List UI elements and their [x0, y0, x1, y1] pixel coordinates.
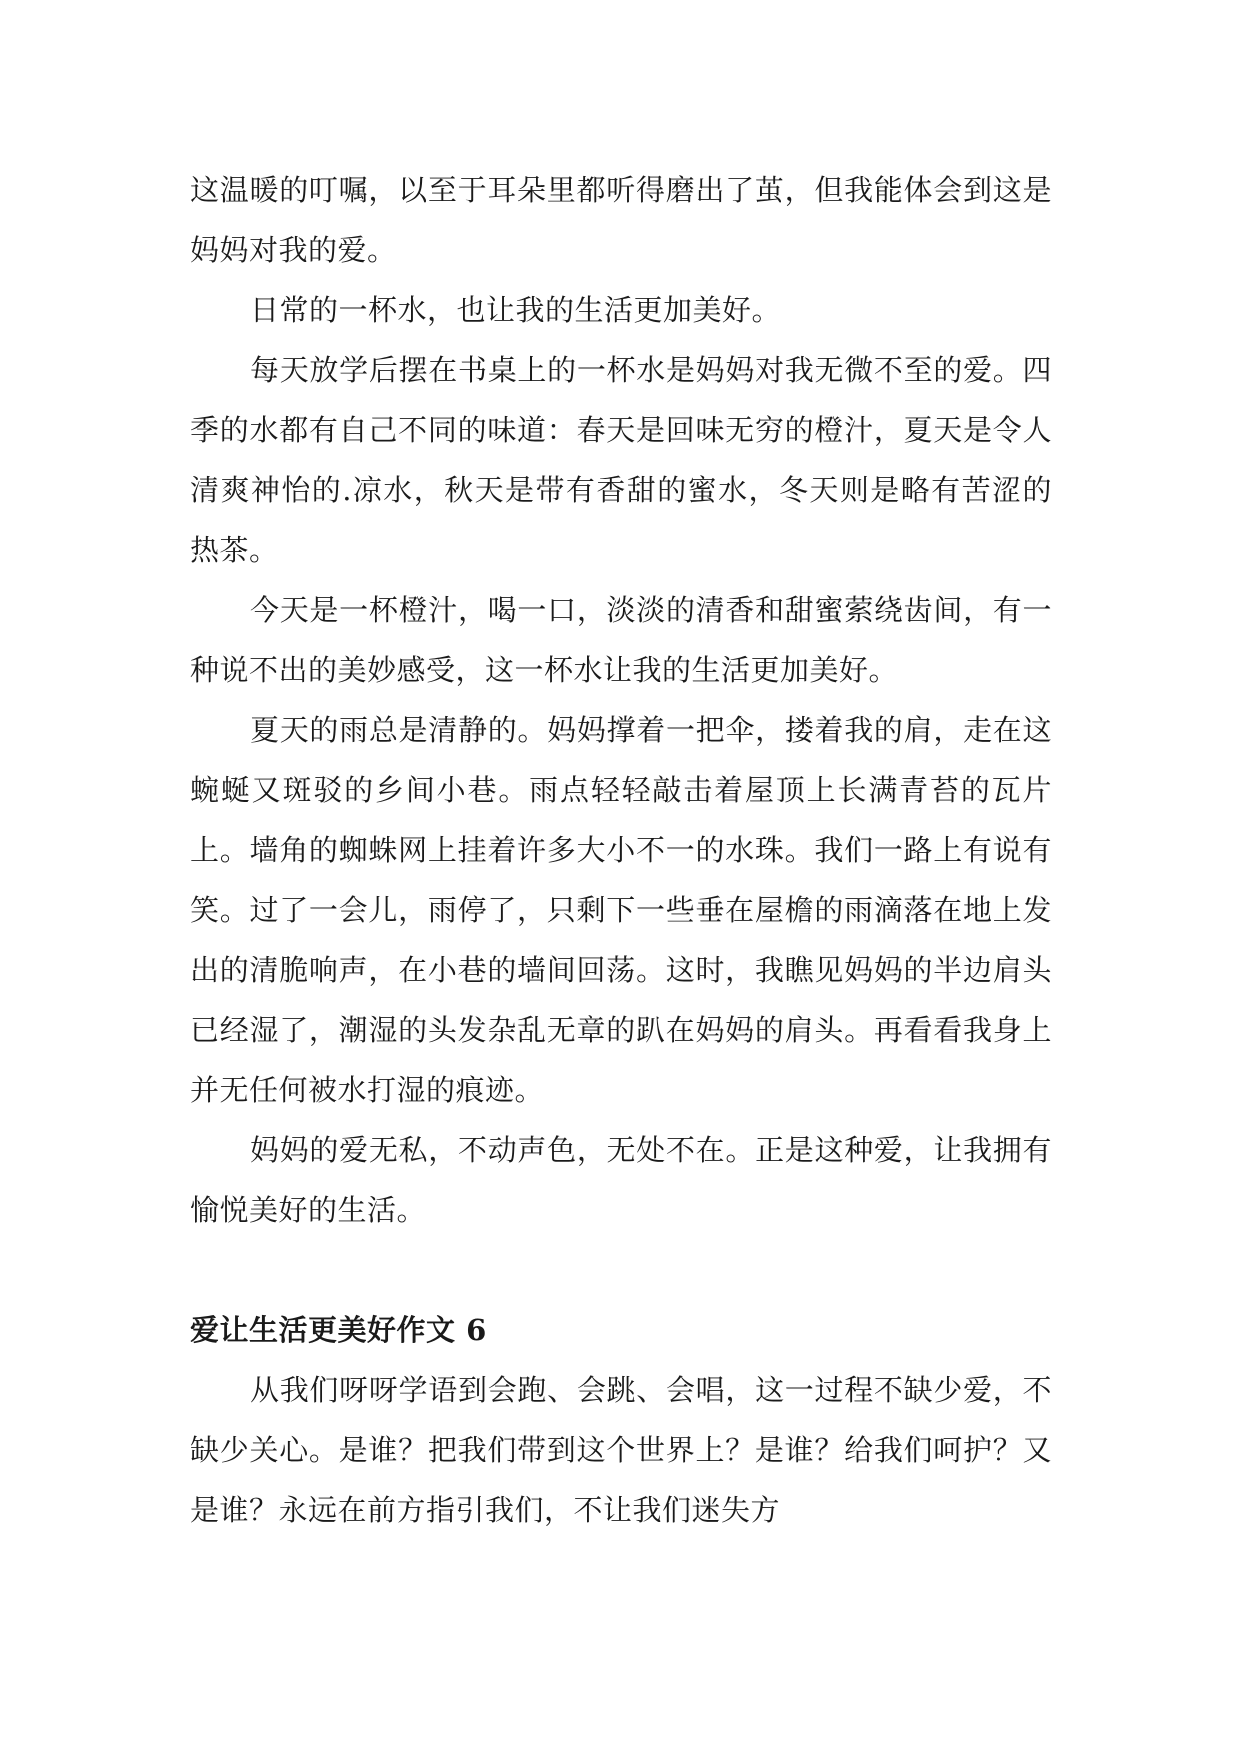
paragraph-3: 每天放学后摆在书桌上的一杯水是妈妈对我无微不至的爱。四季的水都有自己不同的味道：春天是回味无穷的橙汁，夏天是令人清爽神怡的.凉水，秋天是带有香甜的蜜水，冬天则是略有苦涩的热茶。	[190, 353, 1052, 567]
paragraph-6: 妈妈的爱无私，不动声色，无处不在。正是这种爱，让我拥有愉悦美好的生活。	[190, 1133, 1052, 1227]
paragraph-5: 夏天的雨总是清静的。妈妈撑着一把伞，搂着我的肩，走在这蜿蜒又斑驳的乡间小巷。雨点轻轻敲击着屋顶上长满青苔的瓦片上。墙角的蜘蛛网上挂着许多大小不一的水珠。我们一路上有说有笑。过了一会儿，雨停了，只剩下一些垂在屋檐的雨滴落在地上发出的清脆响声，在小巷的墙间回荡。这时，我瞧见妈妈的半边肩头已经湿了，潮湿的头发杂乱无章的趴在妈妈的肩头。再看看我身上并无任何被水打湿的痕迹。	[190, 713, 1052, 1107]
paragraph-4: 今天是一杯橙汁，喝一口，淡淡的清香和甜蜜萦绕齿间，有一种说不出的美妙感受，这一杯水让我的生活更加美好。	[190, 593, 1052, 687]
paragraph-7: 从我们呀呀学语到会跑、会跳、会唱，这一过程不缺少爱，不缺少关心。是谁？把我们带到这个世界上？是谁？给我们呵护？又是谁？永远在前方指引我们，不让我们迷失方	[190, 1373, 1052, 1527]
paragraph-2: 日常的一杯水，也让我的生活更加美好。	[250, 293, 782, 327]
paragraph-1: 这温暖的叮嘱，以至于耳朵里都听得磨出了茧，但我能体会到这是妈妈对我的爱。	[190, 173, 1052, 267]
section-heading: 爱让生活更美好作文 6	[190, 1313, 487, 1347]
document-body	[190, 160, 1052, 1540]
